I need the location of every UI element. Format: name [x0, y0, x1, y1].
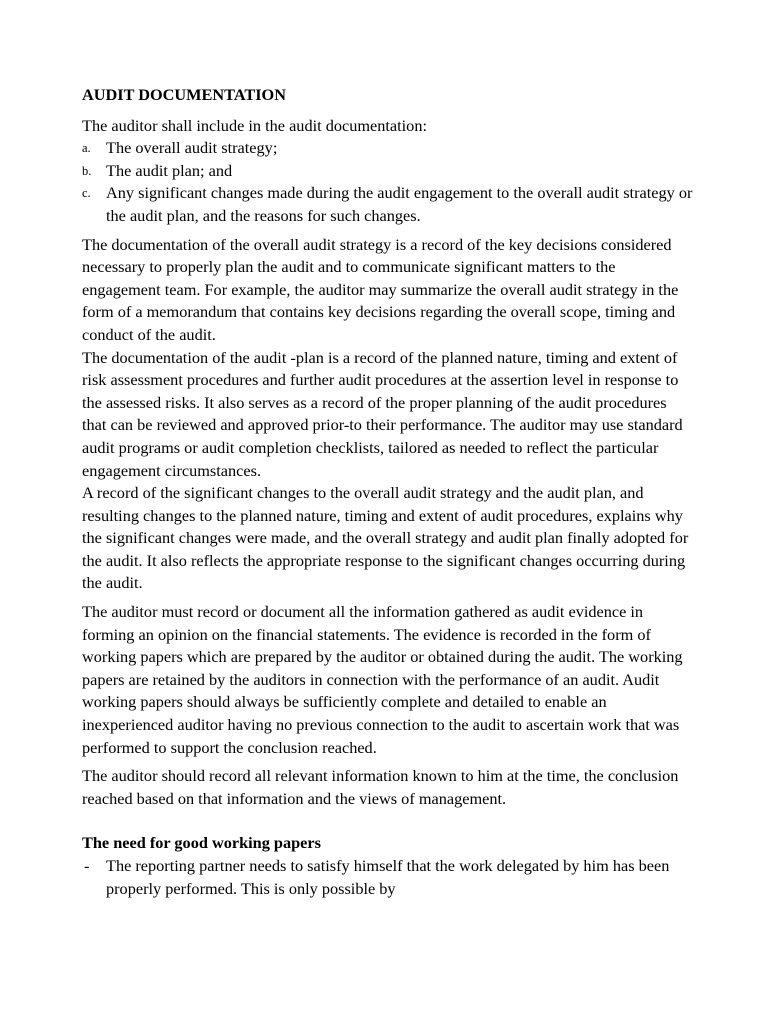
list-item-text: The audit plan; and: [106, 160, 233, 180]
list-item: [82, 137, 694, 160]
bullet-marker: -: [84, 856, 90, 875]
section-heading: The need for good working papers: [82, 833, 321, 853]
list-item: [82, 182, 694, 227]
bullet-item: [82, 855, 694, 900]
intro-sentence: The auditor shall include in the audit documentation:: [82, 115, 427, 135]
list-marker: a.: [82, 141, 91, 156]
paragraph-record: The auditor should record all relevant information known to him at the time, the conclusion reached based on that information and the views of management.: [82, 766, 679, 808]
bullet-text: The reporting partner needs to satisfy himself that the work delegated by him has been properly performed. This is only possible by: [106, 856, 670, 898]
list-item-text: The overall audit strategy;: [106, 138, 278, 158]
paragraph-evidence: The auditor must record or document all the information gathered as audit evidence in forming an opinion on the financial statements. The evidence is recorded in the form of working papers which are prepared by the auditor or obtained during the audit. The working papers are retained by the auditors in connection with the performance of an audit. Audit working papers should always be sufficiently complete and detailed to enable an inexperienced auditor having no previous connection to the audit to ascertain work that was performed to support the conclusion reached.: [82, 602, 683, 757]
requirements-list: [82, 137, 694, 227]
list-marker: c.: [82, 186, 91, 201]
paragraph-strategy: The documentation of the overall audit strategy is a record of the key decisions considered necessary to properly plan the audit and to communicate significant matters to the engagement team. For example, the auditor may summarize the overall audit strategy in the form of a memorandum that contains key decisions regarding the overall scope, timing and conduct of the audit.: [82, 234, 679, 344]
list-marker: b.: [82, 163, 92, 178]
list-item: [82, 160, 694, 183]
document-title: AUDIT DOCUMENTATION: [82, 85, 286, 104]
list-item-text: Any significant changes made during the audit engagement to the overall audit strategy or the audit plan, and the reasons for such changes.: [106, 183, 693, 225]
paragraph-plan: The documentation of the audit -plan is a record of the planned nature, timing and extent of risk assessment procedures and further audit procedures at the assertion level in response to the assessed risks. It also serves as a record of the proper planning of the audit procedures that can be reviewed and approved prior-to their performance. The auditor may use standard audit programs or audit completion checklists, tailored as needed to reflect the particular engagement circumstances.: [82, 347, 683, 480]
paragraph-changes: A record of the significant changes to the overall audit strategy and the audit plan, and resulting changes to the planned nature, timing and extent of audit procedures, explains why the significant changes were made, and the overall strategy and audit plan finally adopted for the audit. It also reflects the appropriate response to the significant changes occurring during the audit.: [82, 483, 689, 593]
document-content: [82, 84, 694, 900]
